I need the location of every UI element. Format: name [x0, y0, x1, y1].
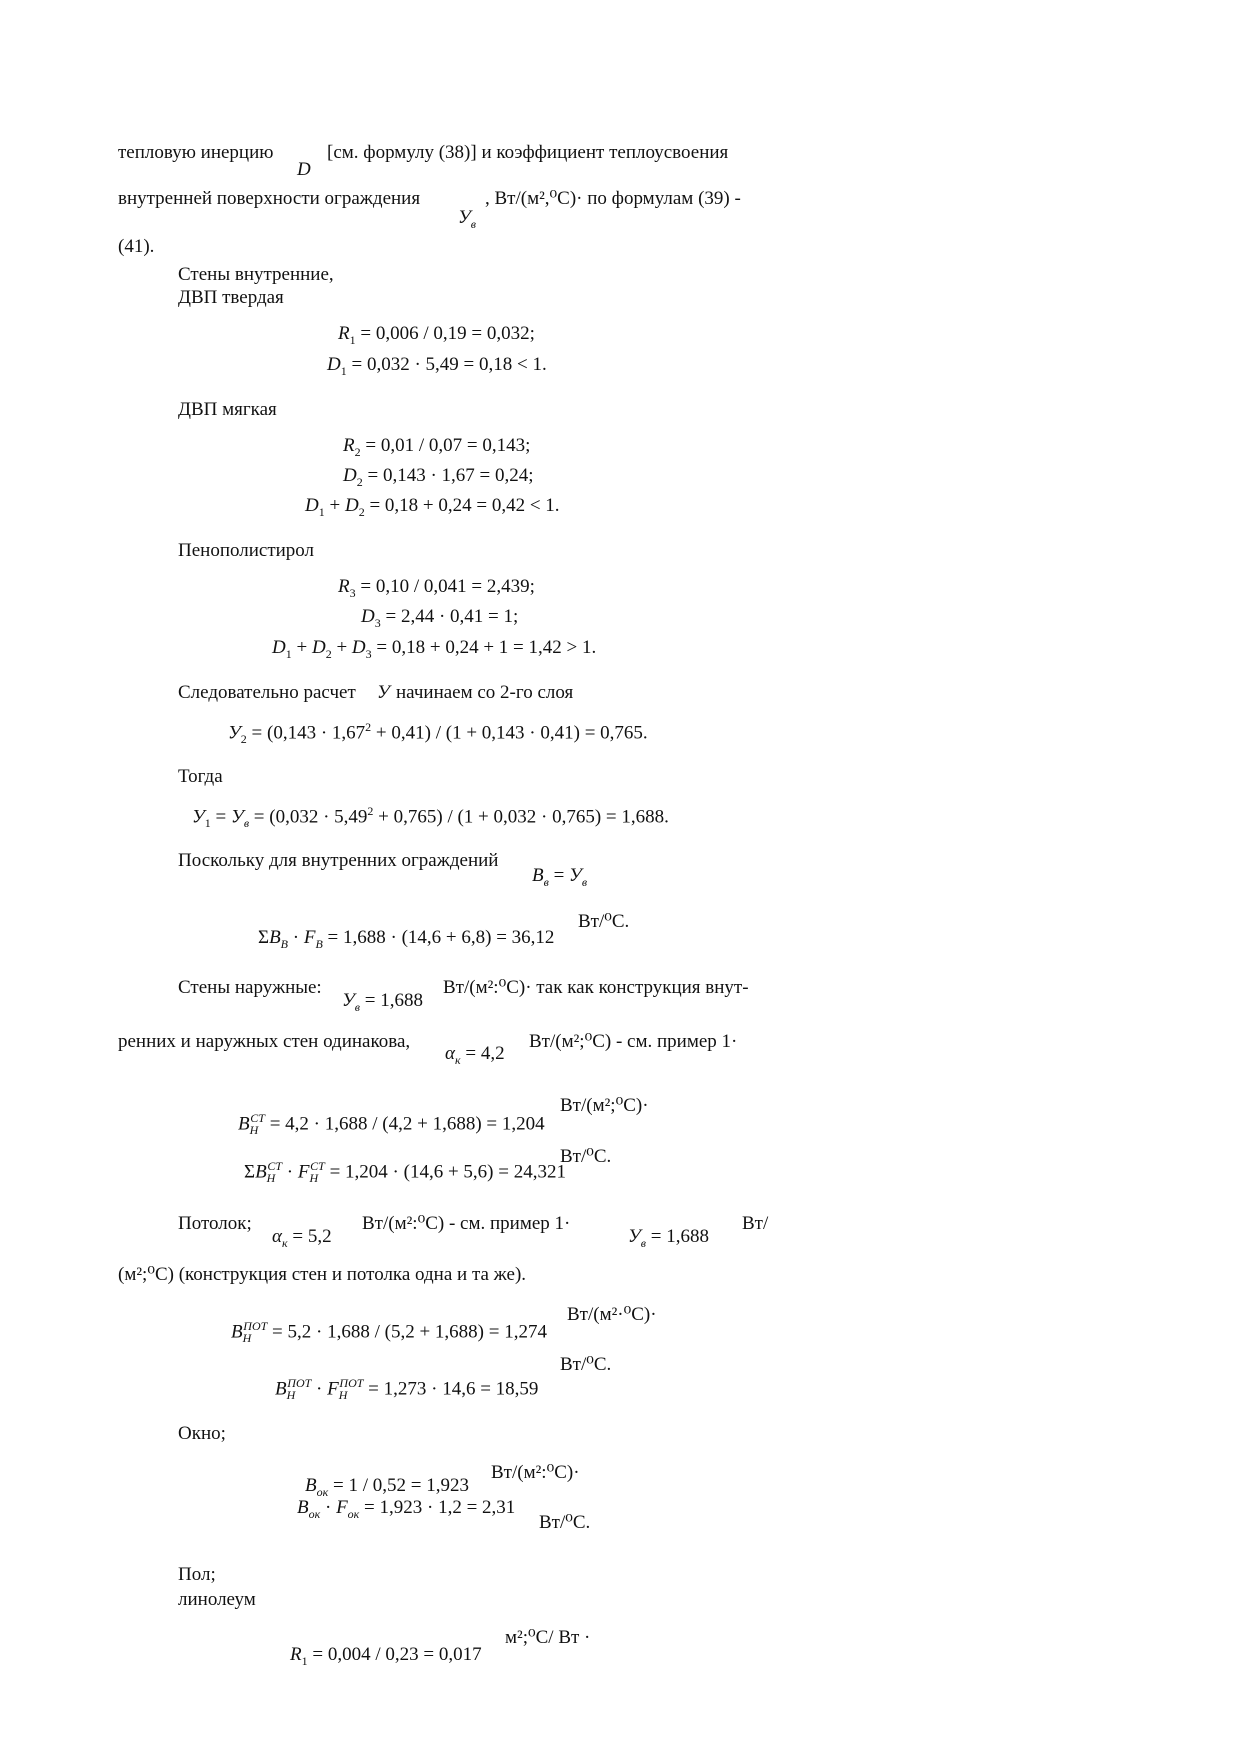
text-line-h12: Окно;: [178, 1423, 226, 1444]
formula-f-U: У: [377, 682, 390, 703]
formula-f11: $В_в = У_в$: [532, 865, 588, 889]
text-line-u5: Вт/⁰С.: [560, 1354, 612, 1375]
text-line-u7: Вт/⁰С.: [539, 1512, 591, 1533]
text-line-h9b: Вт/(м²;⁰С) - см. пример 1·: [529, 1031, 738, 1052]
formula-f17: $\alpha_к = 5,2$: [272, 1226, 332, 1250]
formula-f20: $В_Н^{ПОТ} \cdot F_Н^{ПОТ} = 1,273 \cdot 14,6 = 18,59$: [275, 1376, 539, 1403]
formula-f16: $\Sigma В_Н^{СТ} \cdot F_Н^{СТ} = 1,204 \cdot (14,6 + 5,6) = 24,321$: [244, 1159, 566, 1186]
text-line-h10c: Вт/: [742, 1213, 769, 1234]
formula-f-D: D: [297, 159, 311, 180]
text-line-h11: (м²;⁰С) (конструкция стен и потолка одна и та же).: [118, 1264, 527, 1285]
formula-f9: $У_2 = (0,143 \cdot 1,67^2 + 0,41) / (1 + 0,143 \cdot 0,41) = 0,765$.: [228, 720, 648, 747]
formula-f6: $R_3 = 0,10 / 0,041 = 2,439$;: [338, 576, 535, 600]
formula-f21: $В_{ок} = 1 / 0,52 = 1,923$: [305, 1475, 469, 1499]
text-line-h7: Поскольку для внутренних ограждений: [178, 850, 499, 871]
formula-f7: $D_3 = 2,44 \cdot 0,41 = 1$;: [361, 606, 519, 630]
text-line-u4: Вт/(м²·⁰С)·: [567, 1304, 657, 1325]
formula-f4: $D_2 = 0,143 \cdot 1,67 = 0,24$;: [343, 465, 534, 489]
formula-f13: $У_в = 1,688$: [342, 990, 423, 1014]
formula-f15: $В_Н^{СТ} = 4,2 \cdot 1,688 / (4,2 + 1,688) = 1,204$: [238, 1111, 545, 1138]
text-line-h13: Пол;: [178, 1564, 216, 1585]
formula-f10: $У_1 = У_в = (0,032 \cdot 5,49^2 + 0,765) / (1 + 0,032 \cdot 0,765) = 1,688$.: [192, 804, 669, 831]
formula-f22: $В_{ок} \cdot F_{ок} = 1,923 \cdot 1,2 = 2,31$: [297, 1497, 516, 1521]
text-line-u1: Вт/⁰С.: [578, 911, 630, 932]
text-line-p2: внутренней поверхности ограждения: [118, 188, 421, 209]
text-line-h8b: Вт/(м²:⁰С)· так как конструкция внут-: [443, 977, 749, 998]
formula-f2: $D_1 = 0,032 \cdot 5,49 = 0,18 < 1$.: [327, 354, 547, 378]
text-line-u8: м²;⁰С/ Вт ·: [505, 1627, 591, 1648]
formula-f-Yv: $У_в$: [458, 207, 477, 231]
formula-f5: $D_1 + D_2 = 0,18 + 0,24 = 0,42 < 1$.: [305, 495, 560, 519]
text-line-p2b: , Вт/(м²,⁰С)· по формулам (39) -: [485, 188, 741, 209]
text-line-h6: Тогда: [178, 766, 223, 787]
text-line-h8: Стены наружные:: [178, 977, 322, 998]
text-line-p3: (41).: [118, 236, 155, 257]
formula-f8: $D_1 + D_2 + D_3 = 0,18 + 0,24 + 1 = 1,42 > 1$.: [272, 637, 597, 661]
formula-f18: $У_в = 1,688$: [628, 1226, 709, 1250]
text-line-h5: Следовательно расчет: [178, 682, 356, 703]
text-line-h4: Пенополистирол: [178, 540, 315, 561]
text-line-p1: тепловую инерцию: [118, 142, 274, 163]
formula-f3: $R_2 = 0,01 / 0,07 = 0,143$;: [343, 435, 531, 459]
formula-f12: $\Sigma В_В \cdot F_В = 1,688 \cdot (14,6 + 6,8) = 36,12$: [258, 927, 555, 951]
text-line-u2: Вт/(м²;⁰С)·: [560, 1095, 649, 1116]
formula-f19: $В_Н^{ПОТ} = 5,2 \cdot 1,688 / (5,2 + 1,688) = 1,274$: [231, 1319, 547, 1346]
text-line-h2: ДВП твердая: [178, 287, 284, 308]
text-line-u3: Вт/⁰С.: [560, 1146, 612, 1167]
text-line-h5b: начинаем со 2-го слоя: [396, 682, 574, 703]
text-line-p1b: [см. формулу (38)] и коэффициент теплоусвоения: [327, 142, 729, 163]
formula-f1: $R_1 = 0,006 / 0,19 = 0,032$;: [338, 323, 535, 347]
text-line-h3: ДВП мягкая: [178, 399, 277, 420]
text-line-u6: Вт/(м²:⁰С)·: [491, 1462, 580, 1483]
text-line-h10b: Вт/(м²:⁰С) - см. пример 1·: [362, 1213, 571, 1234]
formula-f14: $\alpha_к = 4,2$: [445, 1043, 505, 1067]
formula-f23: $R_1 = 0,004 / 0,23 = 0,017$: [290, 1644, 482, 1668]
text-line-h14: линолеум: [178, 1589, 256, 1610]
text-line-h1: Стены внутренние,: [178, 264, 334, 285]
text-line-h9: ренних и наружных стен одинакова,: [118, 1031, 411, 1052]
text-line-h10: Потолок;: [178, 1213, 252, 1234]
